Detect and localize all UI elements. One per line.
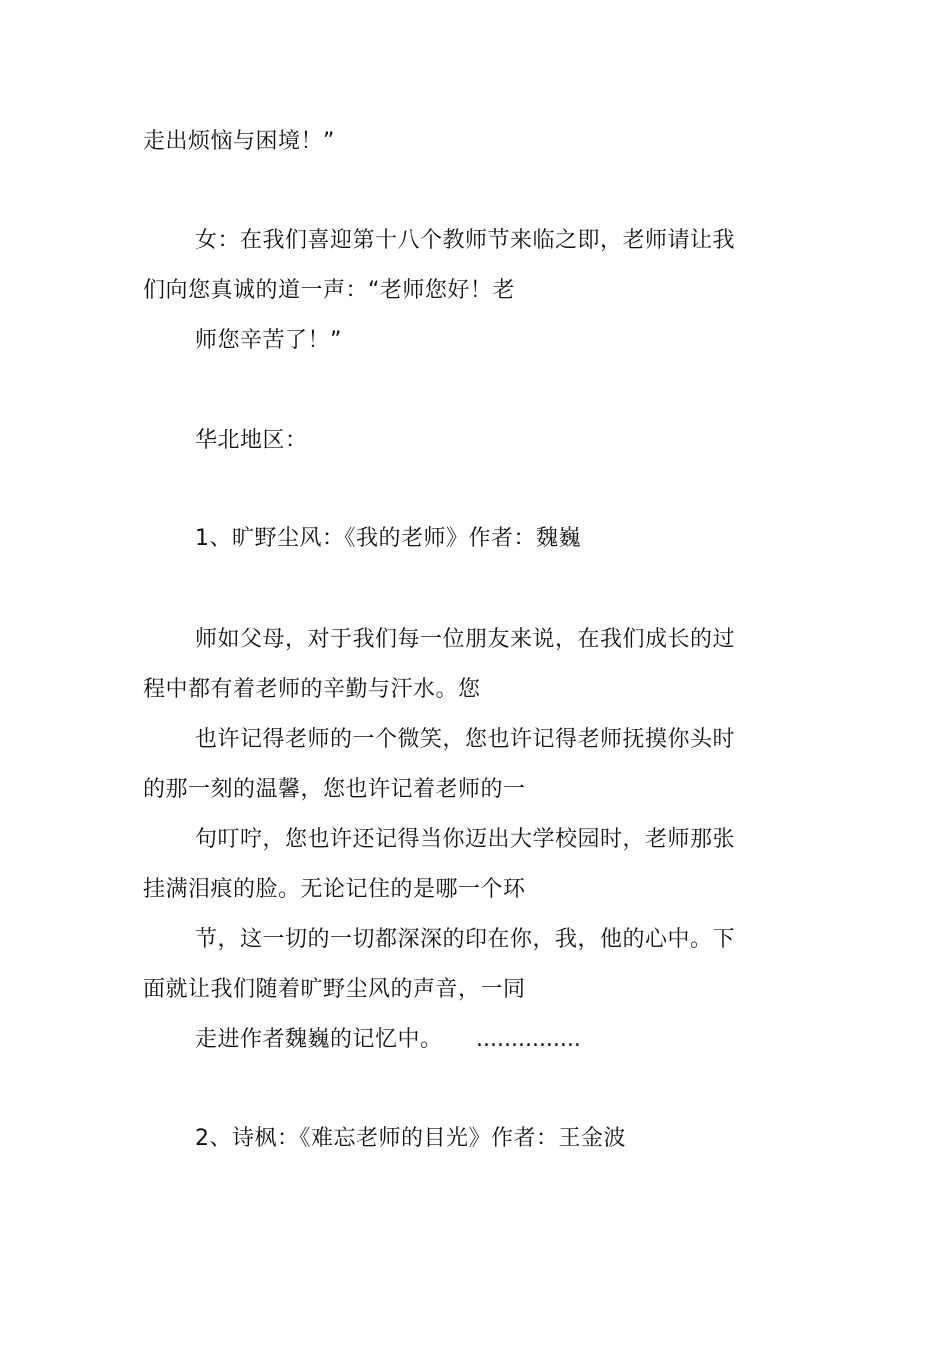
- text-line: 的那一刻的温馨，您也许记着老师的一: [143, 777, 526, 802]
- text-line: 走出烦恼与困境！”: [143, 129, 335, 154]
- ellipsis: ...............: [476, 1027, 581, 1052]
- item-heading: 2、诗枫：《难忘老师的目光》作者：王金波: [195, 1126, 626, 1151]
- text-line: 面就让我们随着旷野尘风的声音，一同: [143, 977, 526, 1002]
- text-line: 挂满泪痕的脸。无论记住的是哪一个环: [143, 877, 526, 902]
- text-line: 女：在我们喜迎第十八个教师节来临之即，老师请让我: [195, 228, 736, 253]
- item-heading: 1、旷野尘风：《我的老师》作者：魏巍: [195, 526, 581, 551]
- text-line: 走进作者魏巍的记忆中。: [195, 1027, 443, 1052]
- text-line: 程中都有着老师的辛勤与汗水。您: [143, 677, 481, 702]
- text-line: 节，这一切的一切都深深的印在你，我，他的心中。下: [195, 927, 736, 952]
- text-line: 们向您真诚的道一声：“老师您好！老: [143, 278, 515, 303]
- text-line: 也许记得老师的一个微笑，您也许记得老师抚摸你头时: [195, 727, 736, 752]
- text-line: 师您辛苦了！”: [195, 328, 342, 353]
- text-line: 师如父母，对于我们每一位朋友来说，在我们成长的过: [195, 627, 736, 652]
- text-line: 句叮咛，您也许还记得当你迈出大学校园时，老师那张: [195, 827, 736, 852]
- section-heading: 华北地区：: [195, 428, 308, 453]
